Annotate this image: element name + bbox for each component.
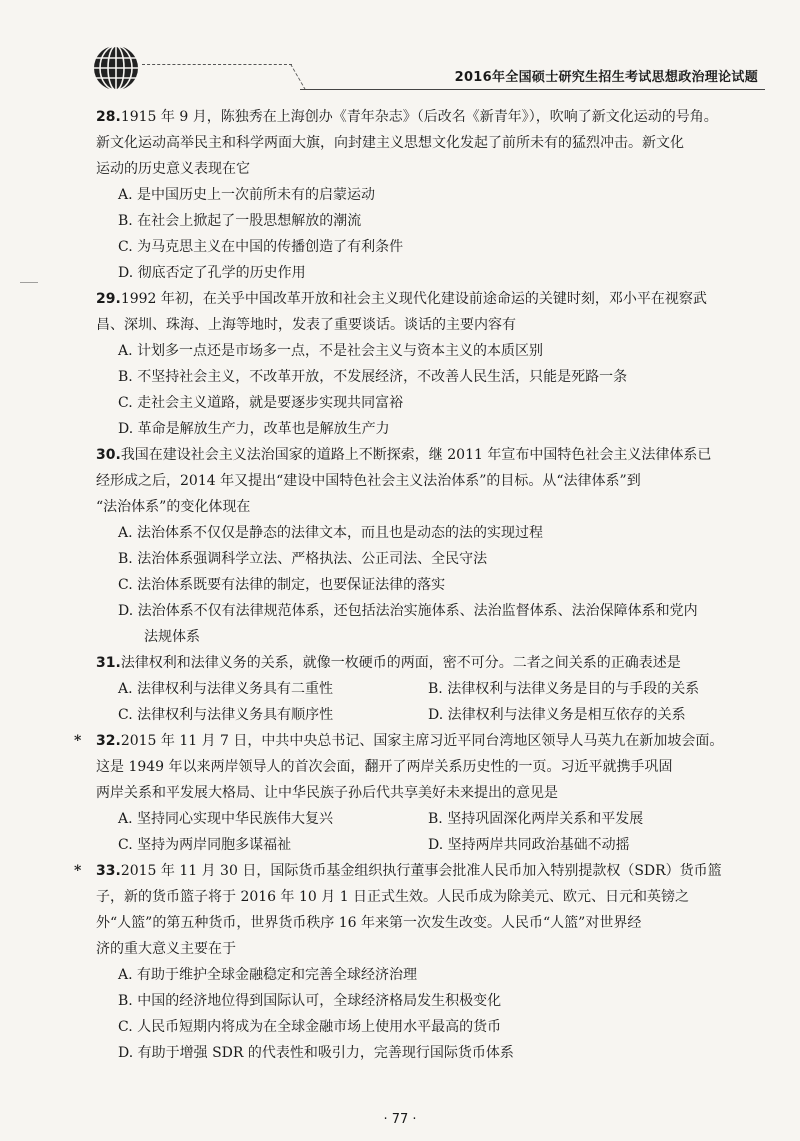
question-stem [96, 286, 766, 312]
stem-line: 外“人篮”的第五种货币，世界货币秩序 16 年来第一次发生改变。人民币“人篮”对世界经 [96, 915, 642, 931]
page-header [0, 0, 800, 100]
option-a: A. 计划多一点还是市场多一点，不是社会主义与资本主义的本质区别 [118, 343, 544, 359]
option-d: D. 彻底否定了孔学的历史作用 [118, 265, 306, 281]
question-32 [74, 728, 766, 858]
question-number: 32. [96, 733, 121, 749]
option-row [96, 676, 766, 702]
question-number: 29. [96, 291, 121, 307]
stem-line: 新文化运动高举民主和科学两面大旗，向封建主义思想文化发起了前所未有的猛烈冲击。新文化 [96, 135, 684, 151]
header-slant-rule [290, 64, 308, 90]
page-number: · 77 · [383, 1112, 417, 1127]
option-c: C. 法律权利与法律义务具有顺序性 [118, 707, 334, 723]
question-30 [96, 442, 766, 650]
option-d: D. 有助于增强 SDR 的代表性和吸引力，完善现行国际货币体系 [118, 1045, 514, 1061]
option-c: C. 为马克思主义在中国的传播创造了有利条件 [118, 239, 404, 255]
question-stem [96, 104, 766, 130]
margin-mark [20, 282, 38, 285]
question-28 [96, 104, 766, 286]
option-c: C. 坚持为两岸同胞多谋福祉 [118, 837, 292, 853]
question-stem [74, 728, 766, 754]
stem-line: 2015 年 11 月 7 日，中共中央总书记、国家主席习近平同台湾地区领导人马英九在新加坡会面。 [120, 733, 724, 749]
option-b: B. 法律权利与法律义务是目的与手段的关系 [428, 681, 700, 697]
option-d-continuation: 法规体系 [144, 629, 200, 645]
option-a: A. 坚持同心实现中华民族伟大复兴 [118, 811, 334, 827]
question-stem [96, 650, 766, 676]
option-a: A. 法治体系不仅仅是静态的法律文本，而且也是动态的法的实现过程 [118, 525, 544, 541]
option-a: A. 法律权利与法律义务具有二重性 [118, 681, 334, 697]
question-33 [74, 858, 766, 1066]
stem-line: 1992 年初，在关乎中国改革开放和社会主义现代化建设前途命运的关键时刻，邓小平在视察武 [120, 291, 707, 307]
option-b: B. 不坚持社会主义，不改革开放，不发展经济，不改善人民生活，只能是死路一条 [118, 369, 628, 385]
option-a: A. 有助于维护全球金融稳定和完善全球经济治理 [118, 967, 418, 983]
option-row [96, 832, 766, 858]
option-c: C. 人民币短期内将成为在全球金融市场上使用水平最高的货币 [118, 1019, 502, 1035]
header-dashed-rule [142, 64, 292, 65]
option-d: D. 法律权利与法律义务是相互依存的关系 [428, 707, 686, 723]
option-b: B. 中国的经济地位得到国际认可，全球经济格局发生积极变化 [118, 993, 502, 1009]
stem-line: 昌、深圳、珠海、上海等地时，发表了重要谈话。谈话的主要内容有 [96, 317, 516, 333]
star-marker: * [74, 733, 82, 749]
stem-line: “法治体系”的变化体现在 [96, 499, 251, 515]
stem-line: 两岸关系和平发展大格局、让中华民族子孙后代共享美好未来提出的意见是 [96, 785, 558, 801]
stem-line: 2015 年 11 月 30 日，国际货币基金组织执行董事会批准人民币加入特别提款权（SDR）货币篮 [120, 863, 722, 879]
page-title: 2016年全国硕士研究生招生考试思想政治理论试题 [454, 70, 758, 85]
option-b: B. 坚持巩固深化两岸关系和平发展 [428, 811, 644, 827]
option-d: D. 法治体系不仅有法律规范体系，还包括法治实施体系、法治监督体系、法治保障体系和党内 [118, 603, 698, 619]
option-row [96, 806, 766, 832]
stem-line: 运动的历史意义表现在它 [96, 161, 250, 177]
question-number: 30. [96, 447, 121, 463]
stem-line: 这是 1949 年以来两岸领导人的首次会面，翻开了两岸关系历史性的一页。习近平就携手巩固 [96, 759, 673, 775]
question-31 [96, 650, 766, 728]
stem-line: 经形成之后，2014 年又提出“建设中国特色社会主义法治体系”的目标。从“法律体系”到 [96, 473, 641, 489]
question-stem [74, 858, 766, 884]
stem-line: 子，新的货币篮子将于 2016 年 10 月 1 日正式生效。人民币成为除美元、欧元、日元和英镑之 [96, 889, 690, 905]
question-number: 33. [96, 863, 121, 879]
option-d: D. 坚持两岸共同政治基础不动摇 [428, 837, 630, 853]
option-b: B. 在社会上掀起了一股思想解放的潮流 [118, 213, 362, 229]
option-b: B. 法治体系强调科学立法、严格执法、公正司法、全民守法 [118, 551, 488, 567]
star-marker: * [74, 863, 82, 879]
option-c: C. 走社会主义道路，就是要逐步实现共同富裕 [118, 395, 404, 411]
question-stem [96, 442, 766, 468]
stem-line: 我国在建设社会主义法治国家的道路上不断探索，继 2011 年宣布中国特色社会主义法律体系已 [120, 447, 712, 463]
stem-line: 法律权利和法律义务的关系，就像一枚硬币的两面，密不可分。二者之间关系的正确表述是 [120, 655, 681, 671]
question-29 [96, 286, 766, 442]
question-number: 31. [96, 655, 121, 671]
stem-line: 1915 年 9 月，陈独秀在上海创办《青年杂志》（后改名《新青年》），吹响了新文化运动的号角。 [120, 109, 718, 125]
option-a: A. 是中国历史上一次前所未有的启蒙运动 [118, 187, 376, 203]
globe-icon [92, 44, 140, 92]
question-number: 28. [96, 109, 121, 125]
stem-line: 济的重大意义主要在于 [96, 941, 236, 957]
option-d: D. 革命是解放生产力，改革也是解放生产力 [118, 421, 390, 437]
option-row [96, 702, 766, 728]
header-rule [300, 89, 765, 90]
question-list [74, 104, 766, 1066]
option-c: C. 法治体系既要有法律的制定，也要保证法律的落实 [118, 577, 446, 593]
